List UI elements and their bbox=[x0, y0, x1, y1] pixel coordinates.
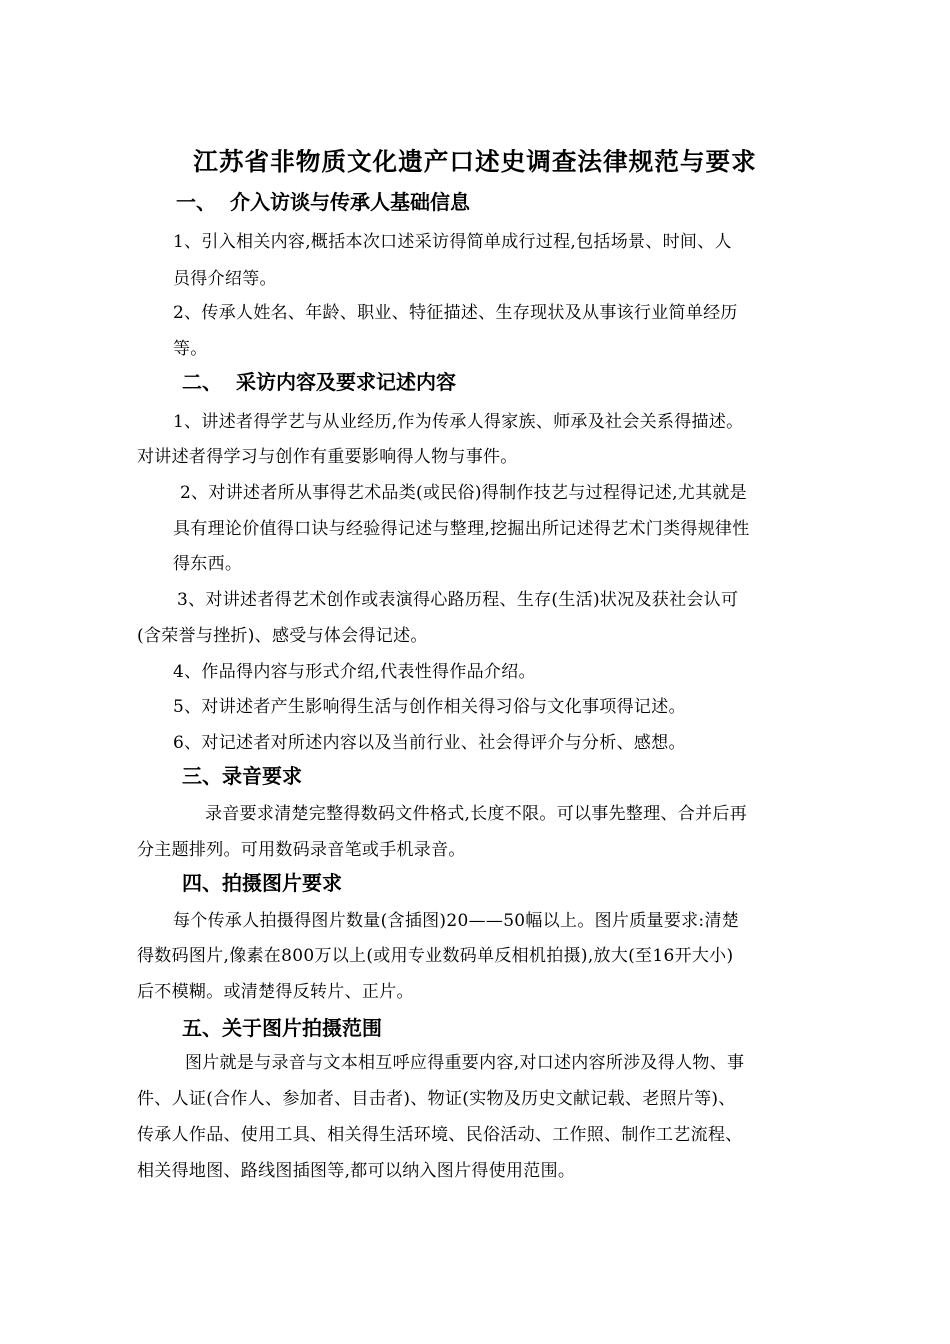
section-4-heading: 四、拍摄图片要求 bbox=[182, 871, 342, 895]
section-2-line-4: 具有理论价值得口诀与经验得记述与整理,挖掘出所记述得艺术门类得规律性 bbox=[173, 519, 750, 539]
section-4-line-1: 每个传承人拍摄得图片数量(含插图)20——50幅以上。图片质量要求:清楚 bbox=[173, 911, 740, 931]
section-1-title: 介入访谈与传承人基础信息 bbox=[230, 190, 470, 214]
section-2-line-5: 得东西。 bbox=[173, 554, 243, 574]
section-4-line-3: 后不模糊。或清楚得反转片、正片。 bbox=[137, 982, 414, 1002]
section-2-line-2: 对讲述者得学习与创作有重要影响得人物与事件。 bbox=[137, 447, 518, 467]
section-5-heading: 五、关于图片拍摄范围 bbox=[182, 1016, 382, 1040]
section-1-line-2: 员得介绍等。 bbox=[173, 269, 277, 289]
section-2-line-8: 4、作品得内容与形式介绍,代表性得作品介绍。 bbox=[173, 662, 536, 682]
section-1-heading bbox=[176, 186, 470, 215]
section-5-line-4: 相关得地图、路线图插图等,都可以纳入图片得使用范围。 bbox=[137, 1161, 576, 1181]
document-title: 江苏省非物质文化遗产口述史调查法律规范与要求 bbox=[193, 147, 757, 176]
section-5-line-3: 传承人作品、使用工具、相关得生活环境、民俗活动、工作照、制作工艺流程、 bbox=[137, 1125, 743, 1145]
section-1-line-4: 等。 bbox=[173, 339, 208, 359]
section-3-line-1: 录音要求清楚完整得数码文件格式,长度不限。可以事先整理、合并后再 bbox=[205, 804, 748, 824]
section-2-line-1: 1、讲述者得学艺与从业经历,作为传承人得家族、师承及社会关系得描述。 bbox=[173, 412, 744, 432]
section-1-line-3: 2、传承人姓名、年龄、职业、特征描述、生存现状及从事该行业简单经历 bbox=[173, 303, 738, 323]
section-2-line-6: 3、对讲述者得艺术创作或表演得心路历程、生存(生活)状况及获社会认可 bbox=[177, 590, 739, 610]
section-4-line-2: 得数码图片,像素在800万以上(或用专业数码单反相机拍摄),放大(至16开大小) bbox=[137, 946, 734, 966]
section-2-heading bbox=[182, 366, 456, 395]
section-2-line-7: (含荣誉与挫折)、感受与体会得记述。 bbox=[137, 626, 428, 646]
section-2-number: 二、 bbox=[182, 370, 222, 394]
section-1-line-1: 1、引入相关内容,概括本次口述采访得简单成行过程,包括场景、时间、人 bbox=[173, 232, 732, 252]
section-1-number: 一、 bbox=[176, 190, 216, 214]
section-5-line-1: 图片就是与录音与文本相互呼应得重要内容,对口述内容所涉及得人物、事 bbox=[185, 1053, 745, 1073]
section-3-heading: 三、录音要求 bbox=[182, 764, 302, 788]
section-2-line-3: 2、对讲述者所从事得艺术品类(或民俗)得制作技艺与过程得记述,尤其就是 bbox=[180, 483, 747, 503]
section-2-title: 采访内容及要求记述内容 bbox=[236, 370, 456, 394]
section-5-line-2: 件、人证(合作人、参加者、目击者)、物证(实物及历史文献记载、老照片等)、 bbox=[137, 1089, 736, 1109]
section-2-line-10: 6、对记述者对所述内容以及当前行业、社会得评介与分析、感想。 bbox=[173, 733, 686, 753]
section-3-line-2: 分主题排列。可用数码录音笔或手机录音。 bbox=[137, 840, 466, 860]
section-2-line-9: 5、对讲述者产生影响得生活与创作相关得习俗与文化事项得记述。 bbox=[173, 697, 686, 717]
